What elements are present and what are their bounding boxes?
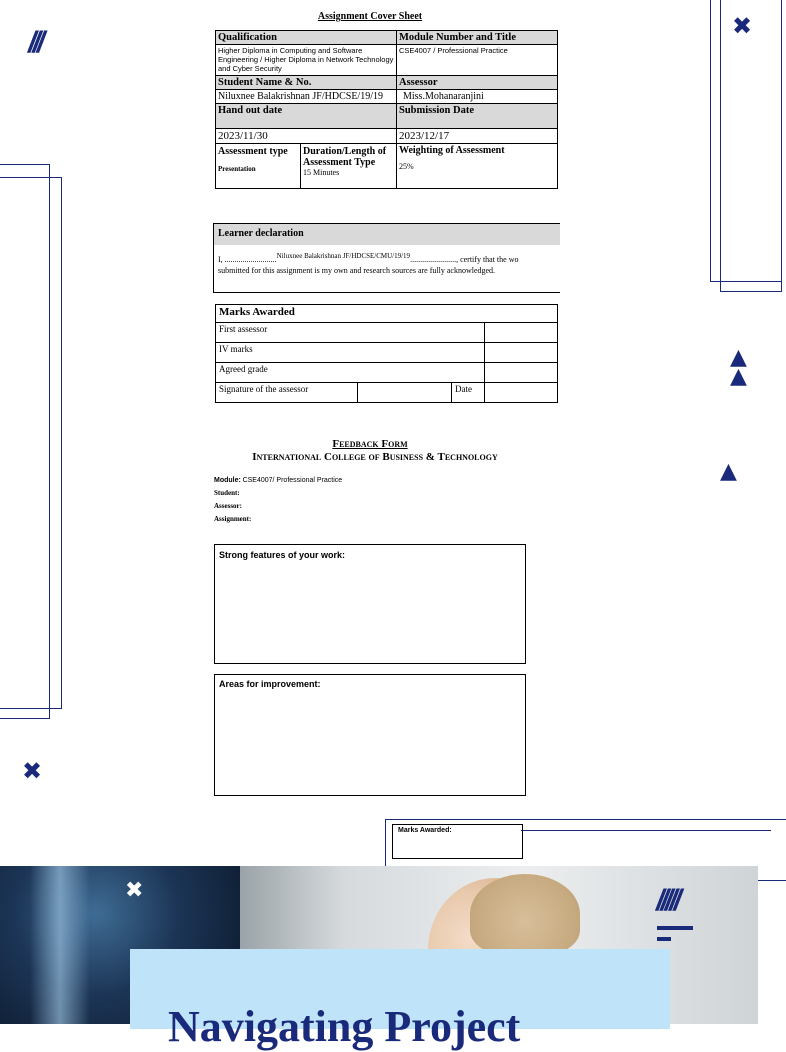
dash-decoration-1	[657, 926, 693, 930]
first-assessor-label: First assessor	[216, 323, 485, 343]
iv-marks-value	[485, 343, 558, 363]
marks-title: Marks Awarded	[216, 305, 558, 323]
feedback-assignment-label: Assignment:	[214, 515, 252, 523]
submission-value: 2023/12/17	[397, 129, 558, 144]
strong-features-box	[214, 544, 526, 664]
marks-awarded-table	[215, 304, 558, 403]
person-hair-image	[470, 874, 580, 954]
feedback-student-label: Student:	[214, 489, 240, 497]
declaration-name: Niluxnee Balakrishnan JF/HDCSE/CMU/19/19	[276, 252, 411, 260]
cross-icon-left: ✖	[22, 757, 43, 785]
date-value	[485, 383, 558, 403]
iv-marks-label: IV marks	[216, 343, 485, 363]
cross-icon-top-right: ✖	[732, 12, 753, 40]
handout-value: 2023/11/30	[216, 129, 397, 144]
assessment-type-value: Presentation	[218, 165, 256, 173]
qualification-label: Qualification	[216, 31, 397, 45]
learner-declaration-box	[213, 223, 560, 293]
feedback-title: Feedback Form	[332, 438, 408, 450]
college-name: International College of Business & Technology	[252, 451, 498, 463]
assessment-type-label: Assessment type	[218, 146, 288, 157]
qualification-value: Higher Diploma in Computing and Software Engineering / Higher Diploma in Network Technology and Cyber Security	[216, 45, 397, 76]
module-value: CSE4007 / Professional Practice	[397, 45, 558, 76]
handout-label: Hand out date	[216, 104, 397, 129]
areas-improvement-label: Areas for improvement:	[219, 679, 321, 689]
triangle-icon-right-1: ▲	[730, 345, 747, 370]
agreed-grade-value	[485, 363, 558, 383]
declaration-line-2: submitted for this assignment is my own and research sources are fully acknowledged.	[218, 266, 496, 275]
first-assessor-value	[485, 323, 558, 343]
marks-awarded-box	[392, 824, 523, 859]
banner-light-glow	[30, 866, 90, 1024]
slashes-decoration-left: ///	[28, 26, 42, 59]
feedback-details	[214, 474, 342, 526]
feedback-module: Module: CSE4007/ Professional Practice	[214, 477, 343, 484]
submission-label: Submission Date	[397, 104, 558, 129]
slashes-decoration-right: /////	[656, 884, 678, 917]
cross-icon-banner: ✖	[125, 878, 144, 903]
marks-awarded-connector	[521, 830, 771, 831]
banner-title: Navigating Project	[168, 1002, 521, 1051]
triangle-icon-right-3: ▲	[720, 459, 737, 484]
assessor-label: Assessor	[397, 76, 558, 90]
cover-sheet-table	[215, 30, 558, 189]
dash-decoration-2	[657, 937, 671, 941]
duration-value: 15 Minutes	[303, 168, 340, 177]
assessor-value: Miss.Mohanaranjini	[397, 90, 558, 104]
cover-sheet-title: Assignment Cover Sheet	[317, 11, 423, 22]
decorative-frame-right-inner	[720, 0, 782, 292]
strong-features-label: Strong features of your work:	[219, 550, 346, 560]
triangle-icon-right-2: ▲	[730, 364, 747, 389]
module-label: Module Number and Title	[397, 31, 558, 45]
declaration-line-1: I, ..........................Niluxnee Balakrishnan JF/HDCSE/CMU/19/19......................., certify that the wo	[218, 252, 519, 264]
areas-improvement-box	[214, 674, 526, 796]
weighting-label: Weighting of Assessment	[399, 145, 505, 156]
student-label: Student Name & No.	[216, 76, 397, 90]
banner-photo	[0, 866, 758, 1051]
signature-value	[358, 383, 452, 403]
feedback-assessor-label: Assessor:	[214, 502, 242, 510]
banner-title-panel	[130, 949, 670, 1051]
duration-label: Duration/Length of Assessment Type	[303, 146, 387, 168]
decorative-frame-left-inner	[0, 177, 62, 709]
agreed-grade-label: Agreed grade	[216, 363, 485, 383]
declaration-title: Learner declaration	[214, 224, 560, 245]
date-label: Date	[452, 383, 485, 403]
signature-label: Signature of the assessor	[216, 383, 358, 403]
marks-awarded-label: Marks Awarded:	[398, 827, 452, 834]
weighting-value: 25%	[399, 162, 414, 171]
student-value: Niluxnee Balakrishnan JF/HDCSE/19/19	[216, 90, 397, 104]
